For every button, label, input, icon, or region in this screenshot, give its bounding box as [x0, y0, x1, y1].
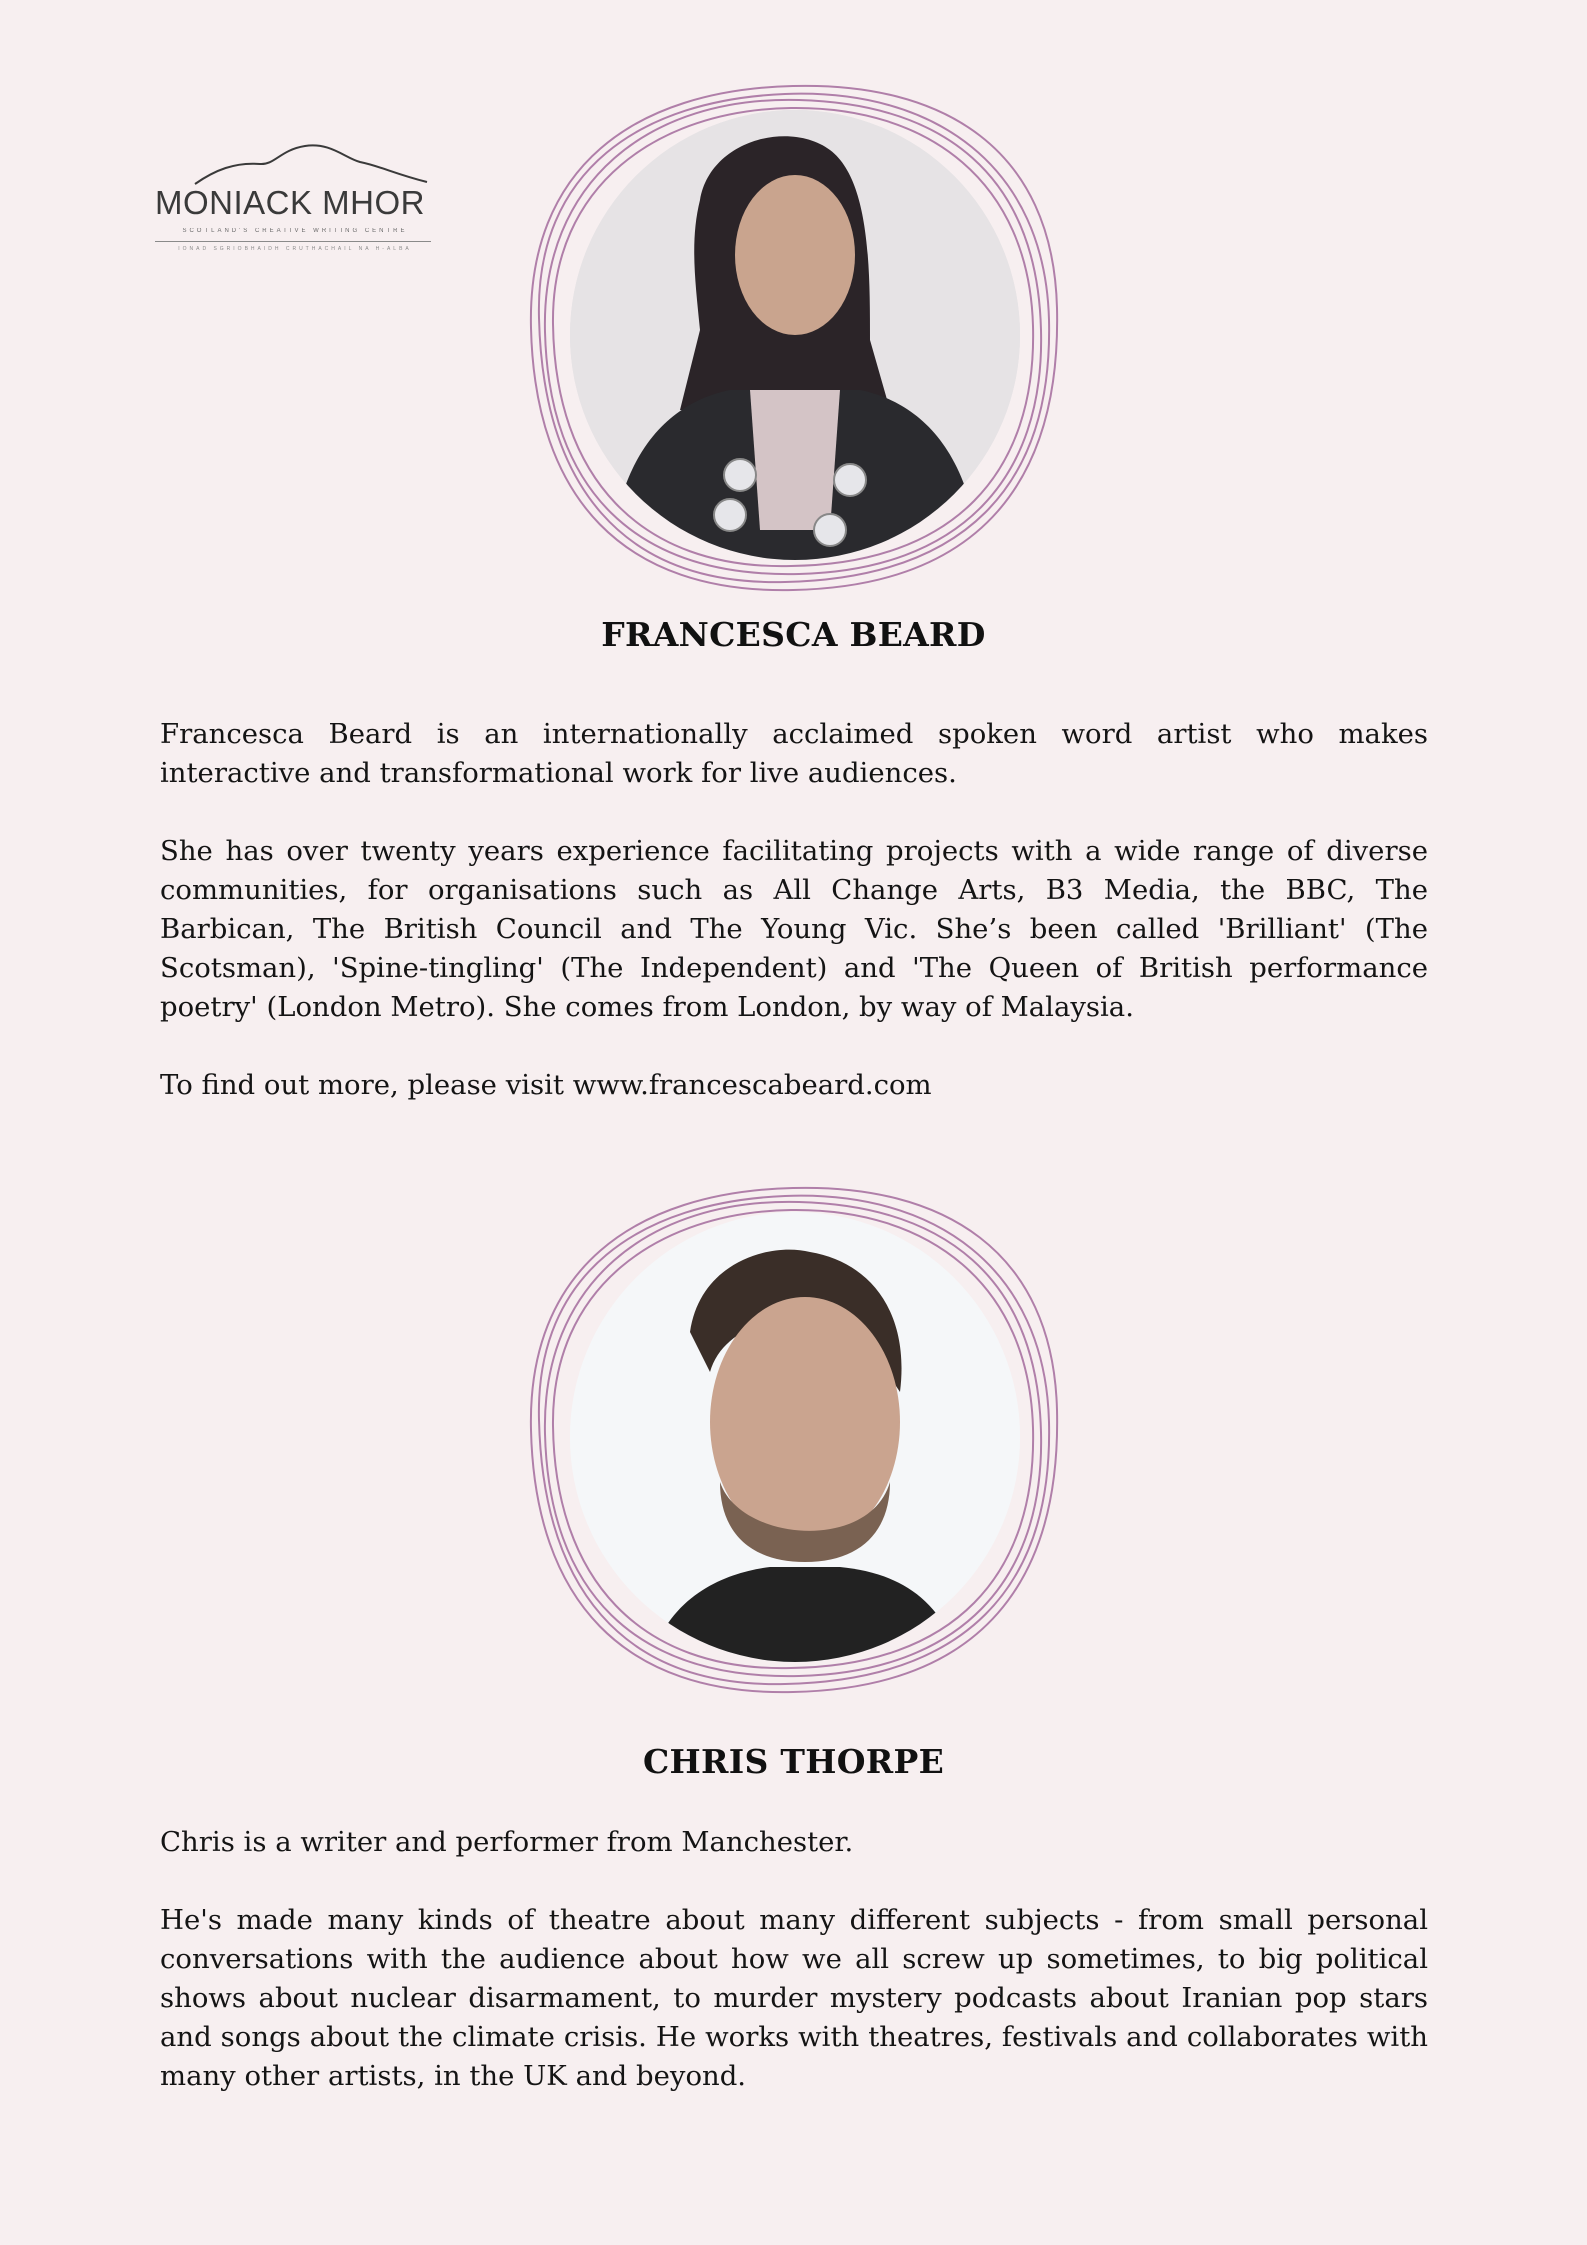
logo-title: MONIACK MHOR	[155, 184, 425, 221]
photo-francesca-beard	[570, 110, 1020, 560]
logo-gaelic-tagline: IONAD SGRIOBHAIDH CRUTHACHAIL NA H-ALBA	[178, 246, 412, 252]
bio-paragraph: She has over twenty years experience facilitating projects with a wide range of diverse communities, for organisations such as All Change Arts, B3 Media, the BBC, The Barbican, The British Council and The Young Vic. She’s been called 'Brilliant' (The Scotsman), 'Spine-tingling' (The Independent) and 'The Queen of British performance poetry' (London Metro). She comes from London, by way of Malaysia.	[160, 835, 1428, 1023]
person-icon	[570, 110, 1020, 560]
mountain-icon	[155, 140, 435, 190]
profile-name-francesca-beard: FRANCESCA BEARD	[601, 615, 986, 654]
person-icon	[570, 1212, 1020, 1662]
bio-paragraph: To find out more, please visit www.francescabeard.com	[160, 1069, 932, 1101]
profile-name-chris-thorpe: CHRIS THORPE	[642, 1742, 945, 1781]
bio-paragraph: Francesca Beard is an internationally acclaimed spoken word artist who makes interactive and transformational work for live audiences.	[160, 718, 1428, 789]
logo-tagline: SCOTLAND'S CREATIVE WRITING CENTRE	[182, 228, 408, 234]
bio-paragraph: He's made many kinds of theatre about many different subjects - from small personal conversations with the audience about how we all screw up sometimes, to big political shows about nuclear disarmament, to murder mystery podcasts about Iranian pop stars and songs about the climate crisis. He works with theatres, festivals and collaborates with many other artists, in the UK and beyond.	[160, 1904, 1428, 2092]
photo-chris-thorpe	[570, 1212, 1020, 1662]
moniack-mhor-logo	[155, 140, 435, 260]
logo-divider	[155, 241, 431, 242]
bio-chris-thorpe	[160, 1823, 1428, 2096]
portrait-chris-thorpe	[523, 1180, 1063, 1700]
bio-paragraph: Chris is a writer and performer from Manchester.	[160, 1826, 854, 1858]
bio-francesca-beard	[160, 715, 1428, 1105]
portrait-francesca-beard	[523, 78, 1063, 598]
